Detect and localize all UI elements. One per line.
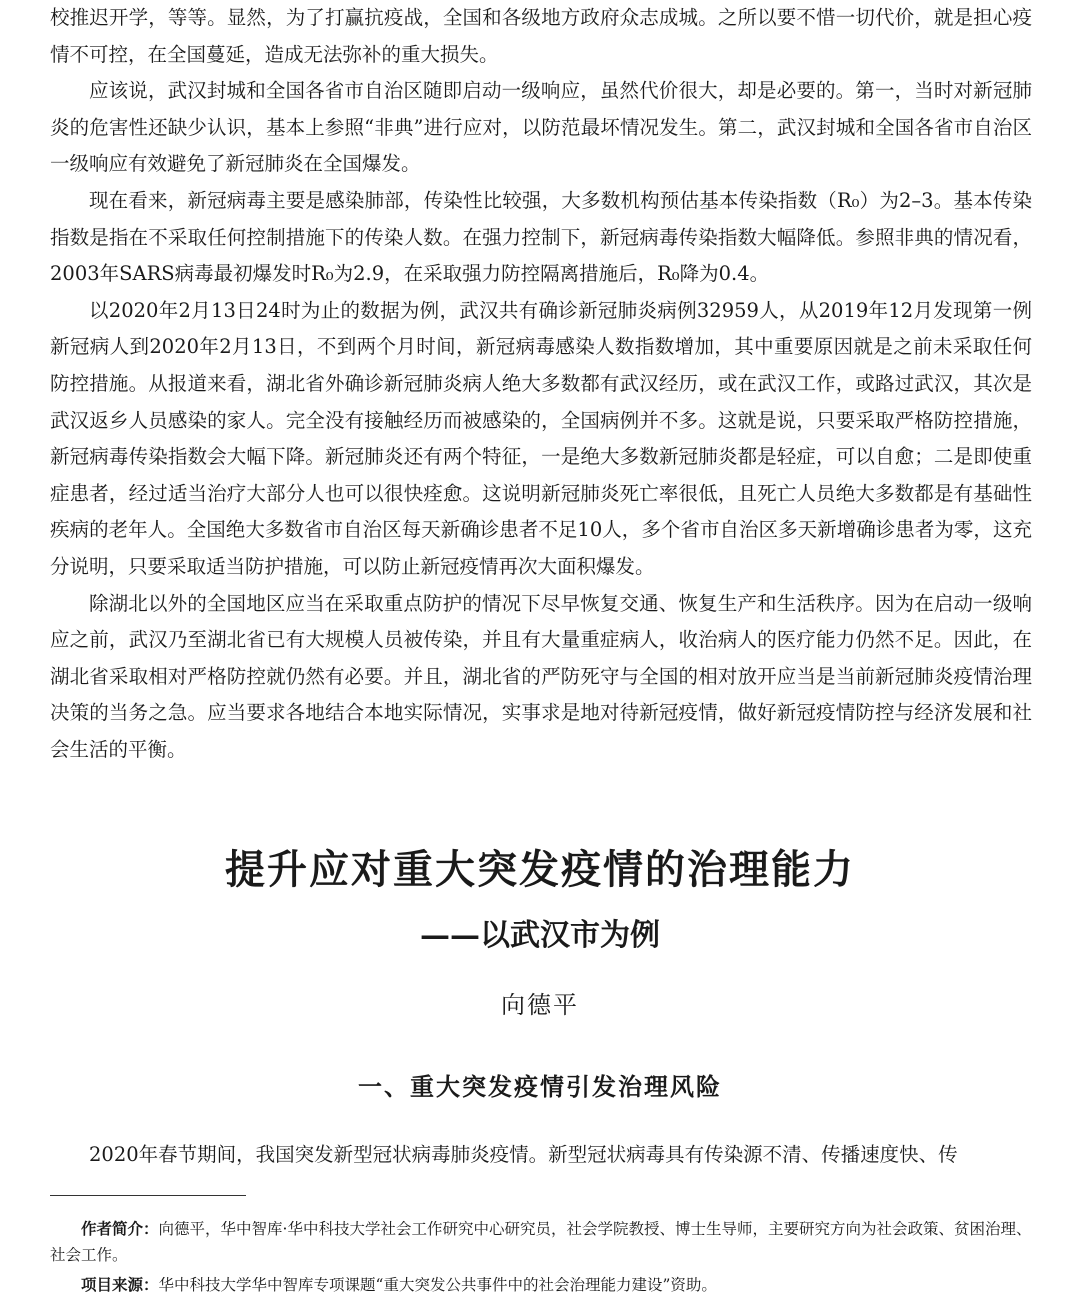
body-paragraph-1: 校推迟开学，等等。显然，为了打赢抗疫战，全国和各级地方政府众志成城。之所以要不惜一切代价，就是担心疫情不可控，在全国蔓延，造成无法弥补的重大损失。 bbox=[50, 6, 1032, 66]
footnote-funding-text: 华中科技大学华中智库专项课题“重大突发公共事件中的社会治理能力建设”资助。 bbox=[158, 1276, 717, 1294]
footnote-author-label: 作者简介： bbox=[81, 1220, 159, 1238]
footnote-funding-label: 项目来源： bbox=[81, 1276, 159, 1294]
lead-paragraph: 2020年春节期间，我国突发新型冠状病毒肺炎疫情。新型冠状病毒具有传染源不清、传播速度快、传 bbox=[89, 1143, 958, 1166]
article-title: 提升应对重大突发疫情的治理能力 bbox=[225, 847, 855, 893]
section-heading: 一、重大突发疫情引发治理风险 bbox=[358, 1072, 722, 1101]
article-author: 向德平 bbox=[501, 991, 579, 1019]
footnote-funding bbox=[50, 1272, 1032, 1298]
body-paragraph-3: 现在看来，新冠病毒主要是感染肺部，传染性比较强，大多数机构预估基本传染指数（R₀）为2–3。基本传染指数是指在不采取任何控制措施下的传染人数。在强力控制下，新冠病毒传染指数大幅降低。参照非典的情况看，2003年SARS病毒最初爆发时R₀为2.9，在采取强力防控隔离措施后，R₀降为0.4。 bbox=[50, 188, 1032, 286]
article-subtitle: ——以武汉市为例 bbox=[420, 918, 660, 953]
article-body-continued bbox=[50, 0, 1032, 768]
footnote-divider bbox=[50, 1195, 246, 1196]
footnote-author-intro bbox=[50, 1216, 1032, 1268]
body-paragraph-4: 以2020年2月13日24时为止的数据为例，武汉共有确诊新冠肺炎病例32959人，从2019年12月发现第一例新冠病人到2020年2月13日，不到两个月时间，新冠病毒感染人数指数增加，其中重要原因就是之前未采取任何防控措施。从报道来看，湖北省外确诊新冠肺炎病人绝大多数都有武汉经历，或在武汉工作，或路过武汉，其次是武汉返乡人员感染的家人。完全没有接触经历而被感染的，全国病例并不多。这就是说，只要采取严格防控措施，新冠病毒传染指数会大幅下降。新冠肺炎还有两个特征，一是绝大多数新冠肺炎都是轻症，可以自愈；二是即使重症患者，经过适当治疗大部分人也可以很快痊愈。这说明新冠肺炎死亡率很低，且死亡人员绝大多数都是有基础性疾病的老年人。全国绝大多数省市自治区每天新确诊患者不足10人，多个省市自治区多天新增确诊患者为零，这充分说明，只要采取适当防护措施，可以防止新冠疫情再次大面积爆发。 bbox=[50, 298, 1032, 578]
body-paragraph-2: 应该说，武汉封城和全国各省市自治区随即启动一级响应，虽然代价很大，却是必要的。第一，当时对新冠肺炎的危害性还缺少认识，基本上参照“非典”进行应对，以防范最坏情况发生。第二，武汉封城和全国各省市自治区一级响应有效避免了新冠肺炎在全国爆发。 bbox=[50, 79, 1032, 176]
footnote-author-text: 向德平，华中智库·华中科技大学社会工作研究中心研究员，社会学院教授、博士生导师，主要研究方向为社会政策、贫困治理、社会工作。 bbox=[50, 1220, 1032, 1264]
body-paragraph-5: 除湖北以外的全国地区应当在采取重点防护的情况下尽早恢复交通、恢复生产和生活秩序。因为在启动一级响应之前，武汉乃至湖北省已有大规模人员被传染，并且有大量重症病人，收治病人的医疗能力仍然不足。因此，在湖北省采取相对严格防控就仍然有必要。并且，湖北省的严防死守与全国的相对放开应当是当前新冠肺炎疫情治理决策的当务之急。应当要求各地结合本地实际情况，实事求是地对待新冠疫情，做好新冠疫情防控与经济发展和社会生活的平衡。 bbox=[50, 591, 1032, 761]
footnotes bbox=[50, 1216, 1032, 1298]
